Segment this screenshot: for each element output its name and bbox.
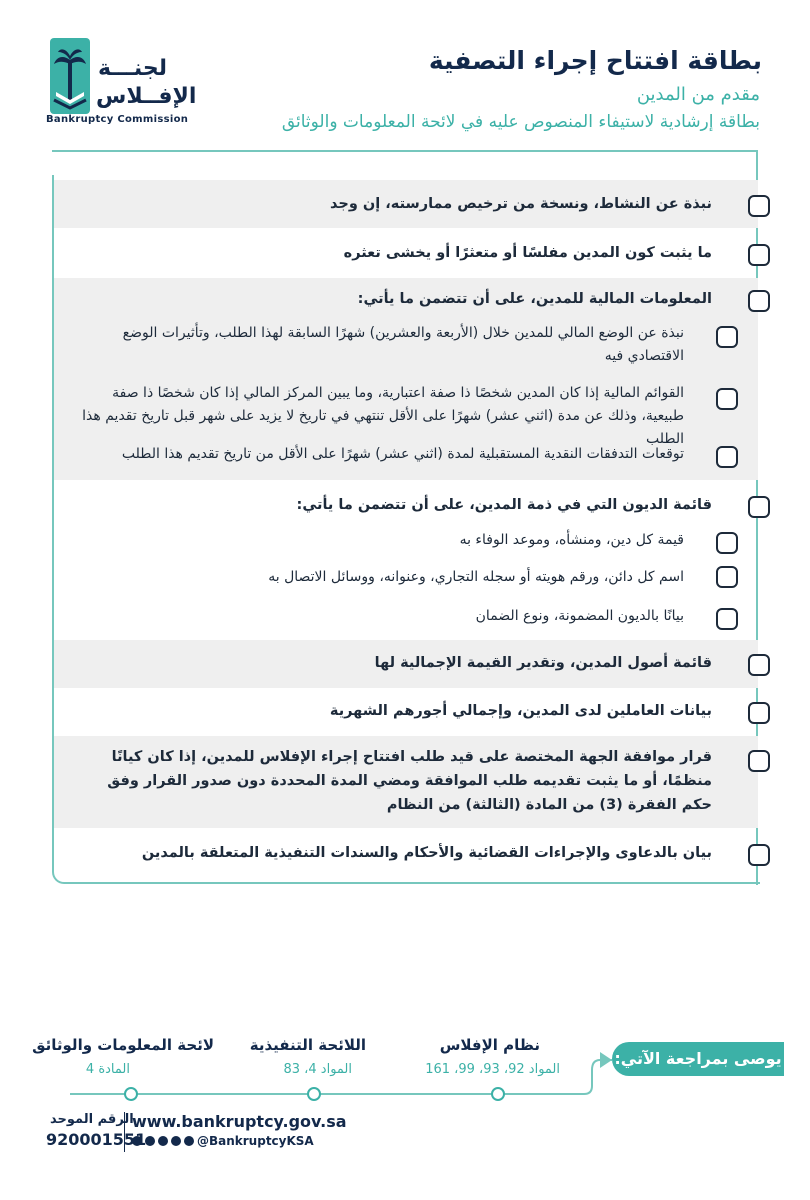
checklist-item (54, 640, 758, 688)
sub-checkbox[interactable] (716, 446, 738, 468)
checklist-item (54, 688, 758, 736)
item-text: المعلومات المالية للمدين، على أن تتضمن ما يأتي: (357, 291, 712, 307)
website-link[interactable]: www.bankruptcy.gov.sa (132, 1112, 347, 1131)
item-text: قرار موافقة الجهة المختصة على قيد طلب افتتاح إجراء الإفلاس للمدين، إذا كان كيانًا منظمًا، أو ما يثبت تقديمه طلب الموافقة ومضي المدة المحددة دون صدور القرار وفق حكم الفقرة (3) من المادة (الثالثة) من النظام (107, 749, 712, 813)
ref-title: لائحة المعلومات والوثائق (32, 1036, 214, 1054)
logo-text-line2: الإفــلاس (96, 84, 197, 109)
timeline-dot (491, 1087, 505, 1101)
checklist-item (54, 278, 758, 480)
snapchat-icon (184, 1136, 194, 1146)
social-handle-text: @BankruptcyKSA (197, 1134, 314, 1148)
item-text: بيانات العاملين لدى المدين، وإجمالي أجورهم الشهرية (329, 703, 712, 719)
ref-sub: المواد 92، 93، 99، 161 (425, 1062, 560, 1077)
checkbox[interactable] (748, 654, 770, 676)
checklist-item (54, 180, 758, 228)
item-text: بيان بالدعاوى والإجراءات القضائية والأحكام والسندات التنفيذية المتعلقة بالمدين (141, 845, 712, 861)
unified-phone-number[interactable]: 920001551 (46, 1130, 147, 1149)
sub-checkbox[interactable] (716, 532, 738, 554)
page-subtitle: مقدم من المدين (636, 84, 760, 105)
sub-checkbox[interactable] (716, 388, 738, 410)
checkbox[interactable] (748, 195, 770, 217)
checkbox[interactable] (748, 244, 770, 266)
frame-top-border (52, 150, 758, 152)
ref-title: اللائحة التنفيذية (249, 1036, 366, 1054)
checkbox[interactable] (748, 844, 770, 866)
checkbox[interactable] (748, 750, 770, 772)
sub-item-text: اسم كل دائن، ورقم هويته أو سجله التجاري، وعنوانه، ووسائل الاتصال به (268, 569, 684, 585)
checklist-item (54, 828, 758, 878)
timeline-dot (307, 1087, 321, 1101)
logo-text-line1: لجنـــة (98, 56, 167, 81)
page-title: بطاقة افتتاح إجراء التصفية (428, 46, 762, 75)
checklist-item (54, 736, 758, 828)
item-text: ما يثبت كون المدين مفلسًا أو متعثرًا أو يخشى تعثره (343, 245, 712, 261)
sub-checkbox[interactable] (716, 566, 738, 588)
checkbox[interactable] (748, 290, 770, 312)
social-handle[interactable] (132, 1134, 314, 1148)
sub-item-text: نبذة عن الوضع المالي للمدين خلال (الأربعة والعشرين) شهرًا السابقة لهذا الطلب، وتأثيرات الوضع الاقتصادي فيه (122, 325, 684, 364)
youtube-icon (158, 1136, 168, 1146)
item-text: نبذة عن النشاط، ونسخة من ترخيص ممارسته، إن وجد (330, 196, 712, 212)
ref-sub: المواد 4، 83 (283, 1062, 352, 1077)
checkbox[interactable] (748, 496, 770, 518)
item-text: قائمة أصول المدين، وتقدير القيمة الإجمالية لها (374, 655, 712, 671)
sub-item-text: بيانًا بالديون المضمونة، ونوع الضمان (475, 608, 684, 624)
sub-item-text: القوائم المالية إذا كان المدين شخصًا ذا صفة اعتبارية، وما يبين المركز المالي إذا كان شخصًا ذا صفة طبيعية، وذلك عن مدة (اثني عشر) شهرًا على الأقل تنتهي في تاريخ لا يزيد على شهر قبل تاريخ تقديم هذا الطلب (82, 385, 684, 447)
instagram-icon (145, 1136, 155, 1146)
page-description: بطاقة إرشادية لاستيفاء المنصوص عليه في لائحة المعلومات والوثائق (281, 112, 760, 132)
sub-item-text: توقعات التدفقات النقدية المستقبلية لمدة (اثني عشر) شهرًا على الأقل من تاريخ تقديم هذا الطلب (121, 446, 684, 462)
sub-checkbox[interactable] (716, 608, 738, 630)
checklist-item (54, 228, 758, 278)
ref-title: نظام الإفلاس (439, 1036, 540, 1054)
checklist-item (54, 480, 758, 640)
linkedin-icon (171, 1136, 181, 1146)
timeline-dot (124, 1087, 138, 1101)
checkbox[interactable] (748, 702, 770, 724)
recommend-label: يوصى بمراجعة الآتي: (612, 1042, 784, 1076)
logo-english-text: Bankruptcy Commission (46, 114, 189, 125)
ref-sub: المادة 4 (85, 1062, 130, 1077)
sub-item-text: قيمة كل دين، ومنشأه، وموعد الوفاء به (459, 532, 684, 548)
sub-checkbox[interactable] (716, 326, 738, 348)
unified-number-label: الرقم الموحد (50, 1112, 134, 1127)
item-text: قائمة الديون التي في ذمة المدين، على أن تتضمن ما يأتي: (296, 497, 712, 513)
